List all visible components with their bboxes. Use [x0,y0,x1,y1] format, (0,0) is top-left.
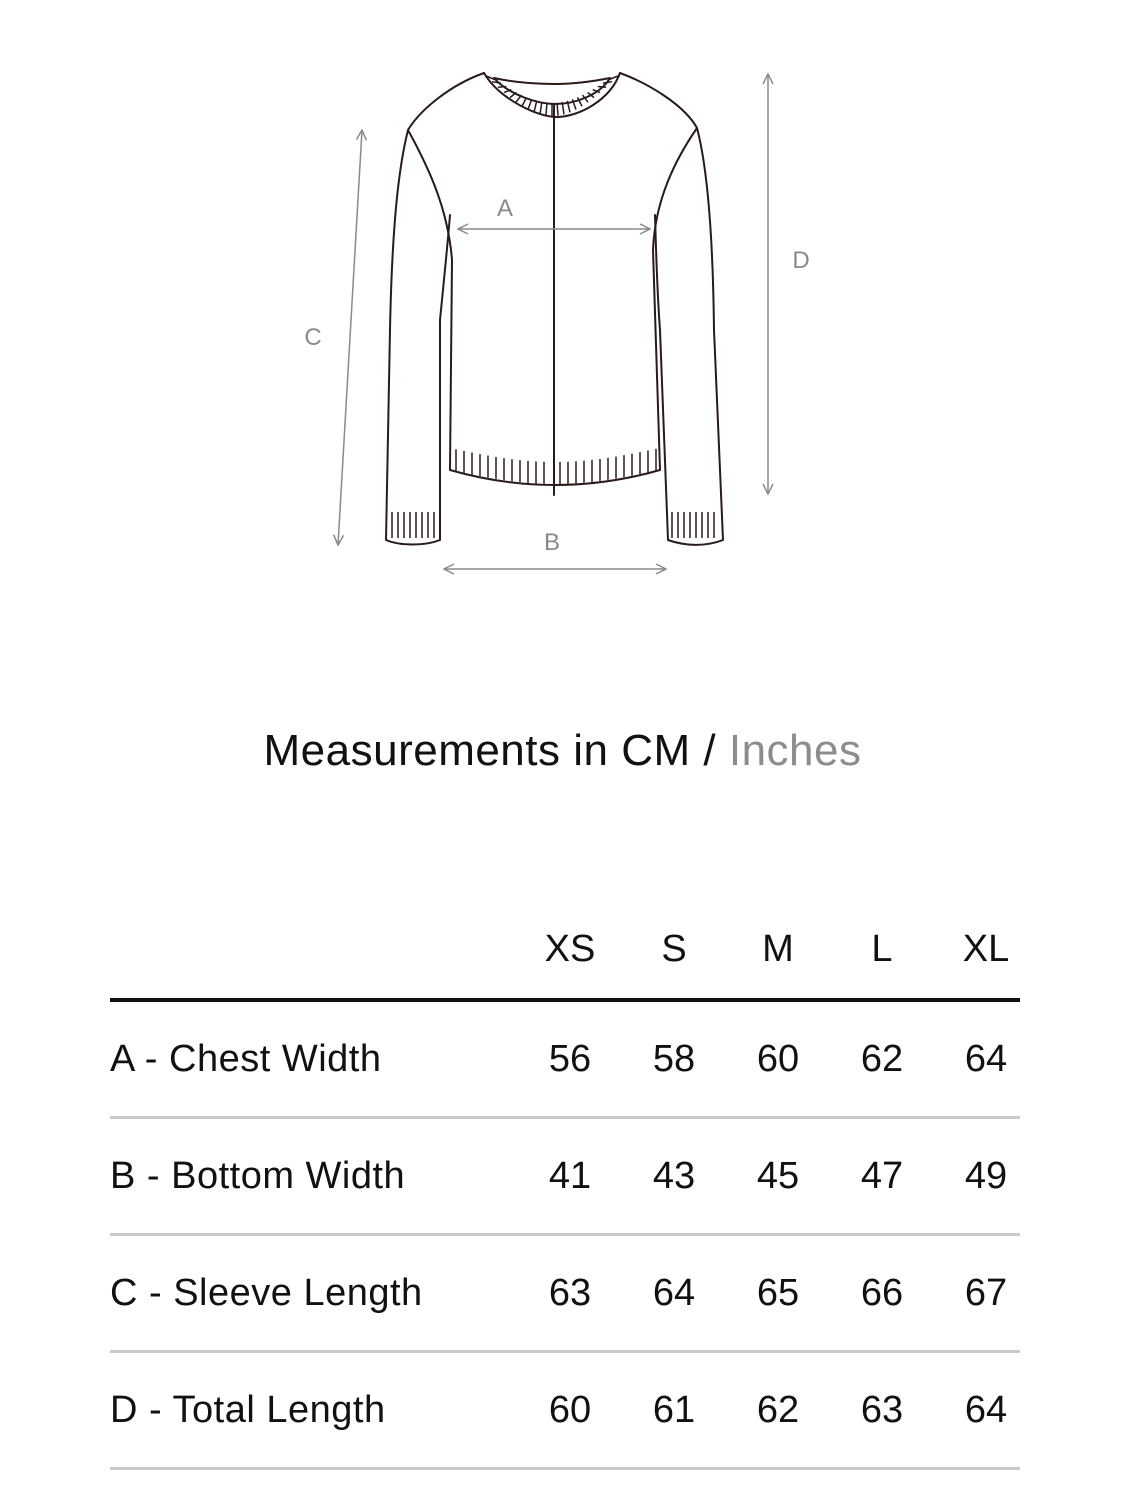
rib-stroke [492,82,501,84]
row-label: C - Sleeve Length [110,1271,423,1314]
rib-stroke [540,102,542,114]
garment-outline [386,73,723,545]
unit-cm-option[interactable]: Measurements in CM [263,726,691,775]
rib-stroke [598,86,606,87]
rib-stroke [557,103,558,116]
cell-value: 58 [652,1037,696,1080]
left-sleeve [386,130,450,545]
unit-inches-option[interactable]: Inches [728,726,862,775]
rib-stroke [546,103,547,116]
unit-toggle [0,726,1125,776]
table-row-chest-width [110,1002,1020,1119]
cell-value: 66 [860,1271,904,1314]
cell-value: 61 [652,1388,696,1431]
cell-value: 60 [756,1037,800,1080]
cell-value: 64 [652,1271,696,1314]
dimension-label-b: B [543,529,561,556]
cell-value: 41 [548,1154,592,1197]
row-label: A - Chest Width [110,1037,382,1080]
rib-stroke [528,99,532,109]
row-label: D - Total Length [110,1388,386,1431]
size-header-m[interactable]: M [762,927,794,970]
row-label: B - Bottom Width [110,1154,406,1197]
cell-value: 60 [548,1388,592,1431]
size-header-s[interactable]: S [661,927,687,970]
unit-separator: / [703,726,717,775]
table-row-bottom-width [110,1119,1020,1236]
sleeve-dimension-line [338,130,362,545]
cell-value: 49 [964,1154,1008,1197]
body-outline [408,73,697,485]
table-row-sleeve-length [110,1236,1020,1353]
size-header-xl[interactable]: XL [962,927,1010,970]
size-header-l[interactable]: L [871,927,893,970]
rib-stroke [498,86,506,87]
cell-value: 64 [964,1388,1008,1431]
cell-value: 64 [964,1037,1008,1080]
dimension-label-c: C [304,324,322,351]
cell-value: 45 [756,1154,800,1197]
rib-stroke [603,82,612,84]
cardigan-diagram [0,0,1125,620]
cell-value: 67 [964,1271,1008,1314]
size-chart-table [110,900,1020,1470]
dimension-label-d: D [792,247,810,274]
size-header-xs[interactable]: XS [544,927,596,970]
cell-value: 63 [548,1271,592,1314]
cell-value: 62 [860,1037,904,1080]
cell-value: 43 [652,1154,696,1197]
table-header-row [110,900,1020,1002]
cell-value: 47 [860,1154,904,1197]
cell-value: 56 [548,1037,592,1080]
table-row-total-length [110,1353,1020,1470]
rib-stroke [522,97,527,106]
dimension-label-a: A [496,195,514,222]
cell-value: 65 [756,1271,800,1314]
rib-stroke [534,101,537,112]
cell-value: 63 [860,1388,904,1431]
cell-value: 62 [756,1388,800,1431]
